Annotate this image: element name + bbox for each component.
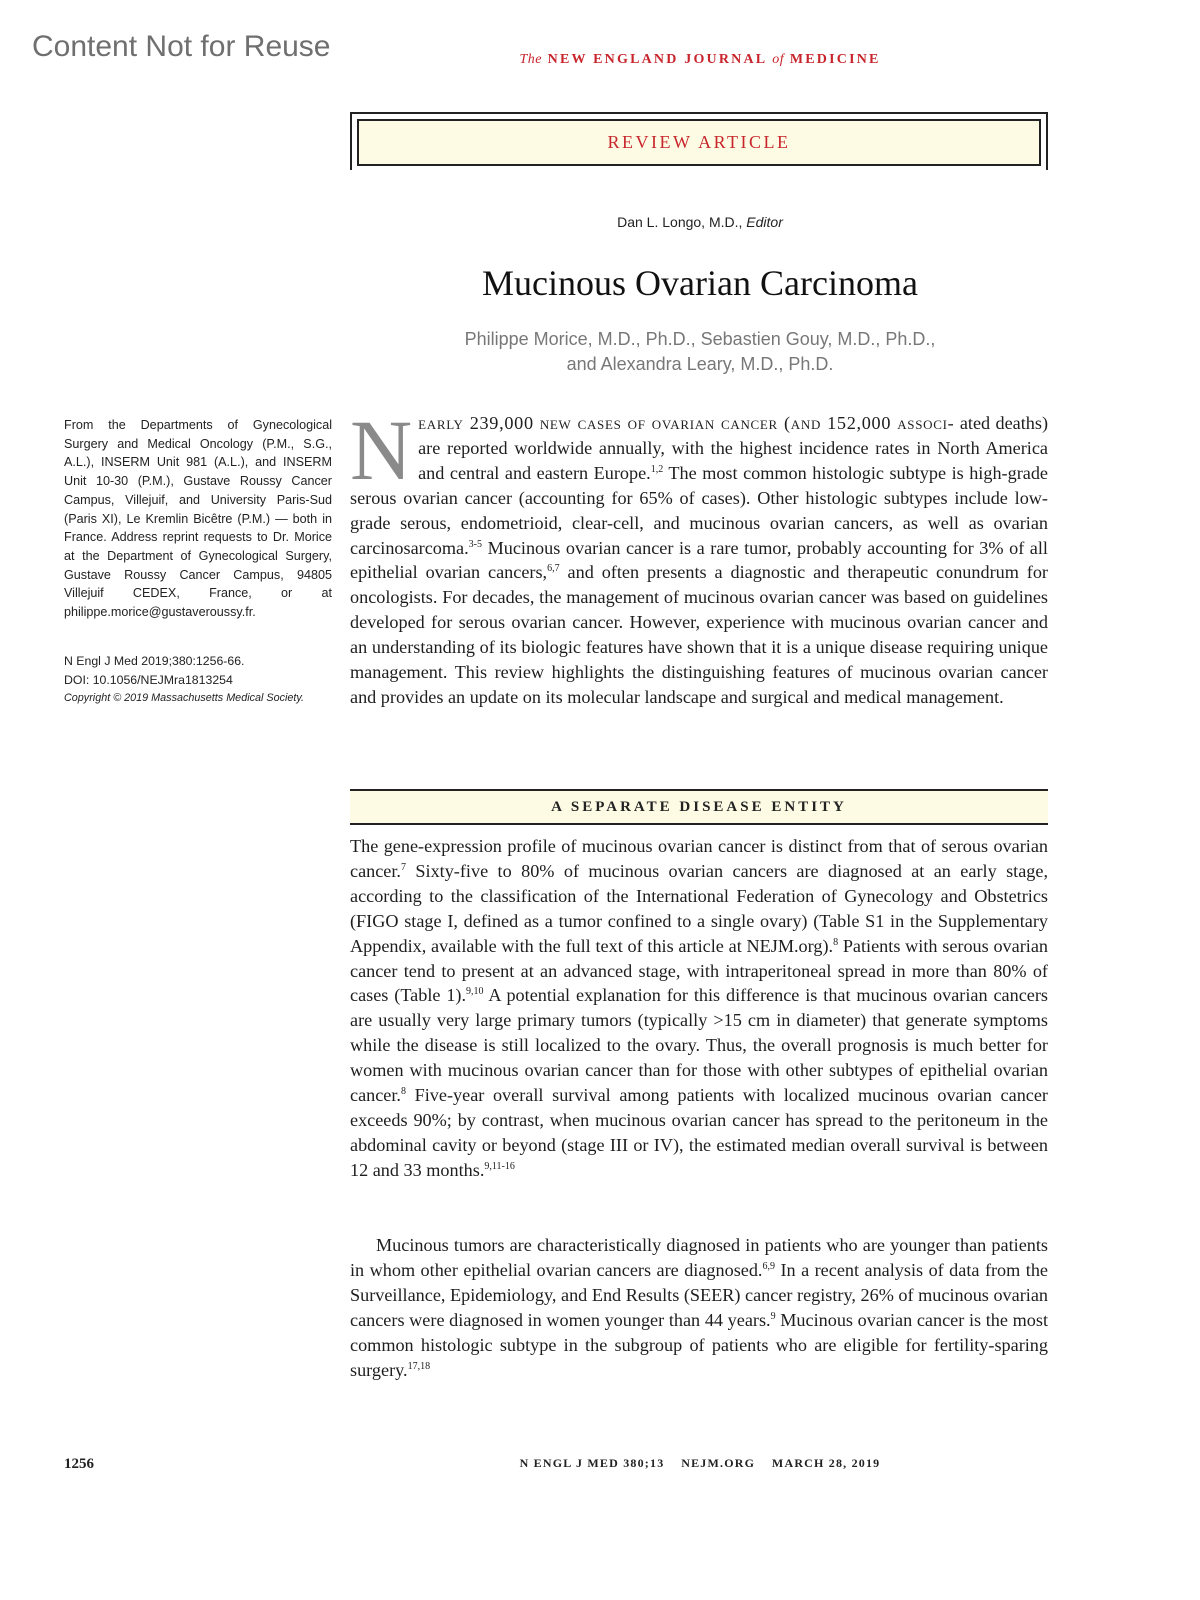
- para2-text-3: Patients with serous ovarian cancer tend to present at an advanced stage, with intraperitoneal spread in more than 80% of cases (Table 1).: [350, 935, 1049, 1006]
- page-number: 1256: [64, 1456, 94, 1472]
- section-heading: A SEPARATE DISEASE ENTITY: [350, 789, 1048, 825]
- reference-superscript[interactable]: 17,18: [407, 1360, 431, 1372]
- para3-text-2: In a recent analysis of data from the Surveillance, Epidemiology, and End Results (SEER) cancer registry, 26% of mucinous ovarian cancers were diagnosed in women younger than 44 years.: [350, 1259, 1048, 1330]
- journal-header-name2: MEDICINE: [789, 52, 881, 67]
- intro-text-2: The most common histologic subtype is high-grade serous ovarian cancer (accounting for 65% of cases). Other histologic subtypes include low-grade serous, endometrioid, clear-cell, and mucinous ovarian cancers, as well as ovarian carcinosarcoma.: [350, 462, 1048, 558]
- drop-cap: N: [350, 402, 413, 498]
- author-list: [350, 327, 1050, 377]
- reference-superscript[interactable]: 6,7: [547, 563, 560, 575]
- para2-text-4: A potential explanation for this difference is that mucinous ovarian cancers are usually very large primary tumors (typically >15 cm in diameter) that generate symptoms while the disease is still localized to the ovary. Thus, the overall prognosis is much better for women with mucinous ovarian cancer than for those with other subtypes of epithelial ovarian cancer.: [350, 985, 1048, 1106]
- citation-doi[interactable]: DOI: 10.1056/NEJMra1813254: [64, 672, 233, 687]
- author-line-1: Philippe Morice, M.D., Ph.D., Sebastien Gouy, M.D., Ph.D.,: [464, 329, 936, 349]
- para3-text-3: Mucinous ovarian cancer is the most common histologic subtype in the subgroup of patients who are eligible for fertility-sparing surgery.: [350, 1309, 1048, 1380]
- reference-superscript[interactable]: 8: [400, 1086, 406, 1098]
- article-title: Mucinous Ovarian Carcinoma: [482, 263, 918, 303]
- intro-smallcaps-lead: early 239,000 new cases of ovarian cancer (and 152,000 associ-: [418, 413, 955, 433]
- article-type-banner: REVIEW ARTICLE: [357, 119, 1041, 166]
- intro-text-4: and often presents a diagnostic and therapeutic conundrum for oncologists. For decades, the management of mucinous ovarian cancer was based on guidelines developed for serous ovarian cancer. However, experience with mucinous ovarian cancer and an understanding of its biologic features have shown that it is a unique disease requiring unique management. This review highlights the distinguishing features of mucinous ovarian cancer and provides an update on its molecular landscape and surgical and medical management.: [350, 562, 1048, 707]
- reference-superscript[interactable]: 3-5: [468, 538, 482, 550]
- reference-superscript[interactable]: 9: [770, 1310, 776, 1322]
- para3-text-1: Mucinous tumors are characteristically diagnosed in patients who are younger than patients in whom other epithelial ovarian cancers are diagnosed.: [350, 1235, 1048, 1280]
- journal-header-of: of: [772, 52, 785, 67]
- body-paragraph-2: [350, 834, 1048, 1183]
- para2-text-2: Sixty-five to 80% of mucinous ovarian cancers are diagnosed at an early stage, according to the classification of the International Federation of Gynecology and Obstetrics (FIGO stage I, defined as a tumor confined to a single ovary) (Table S1 in the Supplementary Appendix, available with the full text of this article at NEJM.org).: [350, 860, 1048, 956]
- body-paragraph-3: [350, 1233, 1048, 1382]
- intro-text-1: ated deaths) are reported worldwide annually, with the highest incidence rates in North America and central and eastern Europe.: [418, 413, 1049, 483]
- citation-reference: N Engl J Med 2019;380:1256-66.: [64, 654, 245, 668]
- author-line-2: and Alexandra Leary, M.D., Ph.D.: [566, 354, 834, 374]
- intro-text-3: Mucinous ovarian cancer is a rare tumor, probably accounting for 3% of all epithelial ovarian cancers,: [350, 537, 1048, 583]
- reference-superscript[interactable]: 6,9: [762, 1260, 775, 1272]
- citation-block: [64, 652, 332, 708]
- author-affiliation: From the Departments of Gynecological Surgery and Medical Oncology (P.M., S.G., A.L.), INSERM Unit 981 (A.L.), and INSERM Unit 10-30 (P.M.), Gustave Roussy Cancer Campus, Villejuif, and University Paris-Sud (Paris XI), Le Kremlin Bicêtre (P.M.) — both in France. Address reprint requests to Dr. Morice at the Department of Gynecological Surgery, Gustave Roussy Cancer Campus, 94805 Villejuif CEDEX, France, or at philippe.morice@gustaveroussy.fr.: [64, 418, 332, 620]
- reference-superscript[interactable]: 8: [833, 936, 839, 948]
- reference-superscript[interactable]: 1,2: [650, 463, 664, 475]
- journal-header: [350, 52, 1050, 68]
- editor-line: [350, 214, 1050, 230]
- para2-text-5: Five-year overall survival among patients with localized mucinous ovarian cancer exceeds 90%; by contrast, when mucinous ovarian cancer has spread to the peritoneum in the abdominal cavity or beyond (stage III or IV), the estimated median overall survival is between 12 and 33 months.: [350, 1085, 1048, 1180]
- journal-header-name1: NEW ENGLAND JOURNAL: [547, 52, 767, 67]
- para2-text-1: The gene-expression profile of mucinous ovarian cancer is distinct from that of serous ovarian cancer.: [350, 836, 1048, 881]
- intro-paragraph: [350, 402, 1049, 710]
- citation-copyright: Copyright © 2019 Massachusetts Medical Society.: [64, 692, 304, 705]
- footer-citation: N ENGL J MED 380;13 NEJM.ORG MARCH 28, 2019: [519, 1456, 881, 1470]
- reference-superscript[interactable]: 7: [400, 861, 406, 873]
- editor-role: Editor: [746, 214, 783, 230]
- content-not-for-reuse-watermark: Content Not for Reuse: [32, 30, 331, 63]
- editor-name: Dan L. Longo, M.D.,: [617, 214, 743, 230]
- reference-superscript[interactable]: 9,10: [466, 986, 484, 998]
- reference-superscript[interactable]: 9,11-16: [484, 1160, 515, 1172]
- journal-header-the: The: [519, 52, 542, 67]
